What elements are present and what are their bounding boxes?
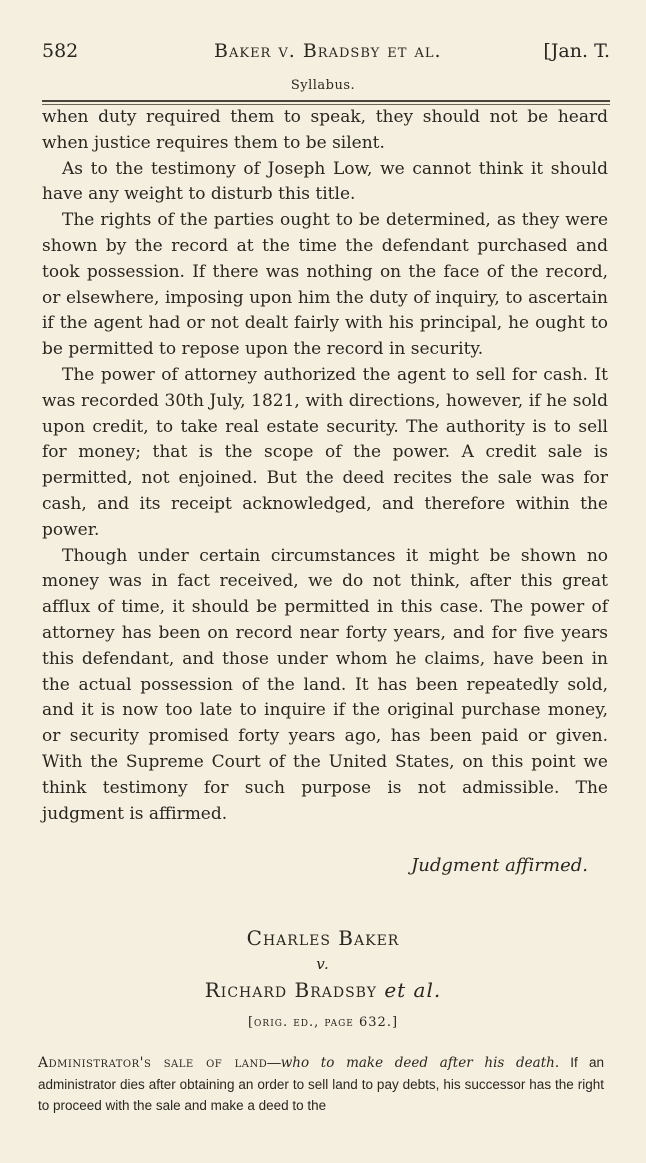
syllabus-headnote	[38, 1052, 604, 1116]
headnote-text: If an administrator dies after obtaining an order to sell land to pay debts, his successor has the right to proceed with the sale and make a deed to the	[38, 1055, 604, 1113]
party-2-name: Richard Bradsby	[204, 978, 377, 1002]
header-rule	[42, 100, 610, 102]
section-label: Syllabus.	[290, 78, 356, 93]
paragraph: when duty required them to speak, they should not be heard when justice requires them to be silent.	[42, 107, 608, 153]
case-caption: Baker v. Bradsby et al.	[214, 40, 442, 62]
judgment-signature: Judgment affirmed.	[411, 855, 588, 876]
headnote-dash: —	[267, 1055, 281, 1070]
headnote-lead: Administrator's sale of land	[38, 1055, 268, 1071]
headnote-lead-italic: who to make deed after his death.	[280, 1055, 560, 1071]
party-2-suffix: et al.	[384, 978, 442, 1002]
running-header	[42, 40, 610, 70]
case-versus: v.	[316, 955, 330, 973]
opinion-text	[42, 105, 608, 827]
page-number: 582	[42, 40, 79, 62]
term-label: [Jan. T.	[543, 40, 610, 62]
case-party-1: Charles Baker	[246, 926, 400, 950]
paragraph: The power of attorney authorized the agent to sell for cash. It was recorded 30th July, 1821, with directions, however, if he sold upon credit, to take real estate security. The authority is to sell for money; that is the scope of the power. A credit sale is permitted, not enjoined. But the deed recites the sale was for cash, and its receipt acknowledged, and therefore within the power.	[42, 364, 608, 540]
paragraph: Though under certain circumstances it might be shown no money was in fact received, we do not think, after this great afflux of time, it should be permitted in this case. The power of attorney has been on record near forty years, and for five years this defendant, and those under whom he claims, have been in the actual possession of the land. It has been repeatedly sold, and it is now too late to inquire if the original purchase money, or security promised forty years ago, has been paid or given. With the Supreme Court of the United States, on this point we think testimony for such purpose is not admissible. The judgment is affirmed.	[42, 545, 608, 824]
original-edition-ref: [orig. ed., page 632.]	[247, 1015, 399, 1030]
case-party-2	[0, 978, 646, 1002]
paragraph: As to the testimony of Joseph Low, we cannot think it should have any weight to disturb this title.	[42, 158, 608, 205]
paragraph: The rights of the parties ought to be determined, as they were shown by the record at the time the defendant purchased and took possession. If there was nothing on the face of the record, or elsewhere, imposing upon him the duty of inquiry, to ascertain if the agent had or not dealt fairly with his principal, he ought to be permitted to repose upon the record in security.	[42, 210, 608, 360]
